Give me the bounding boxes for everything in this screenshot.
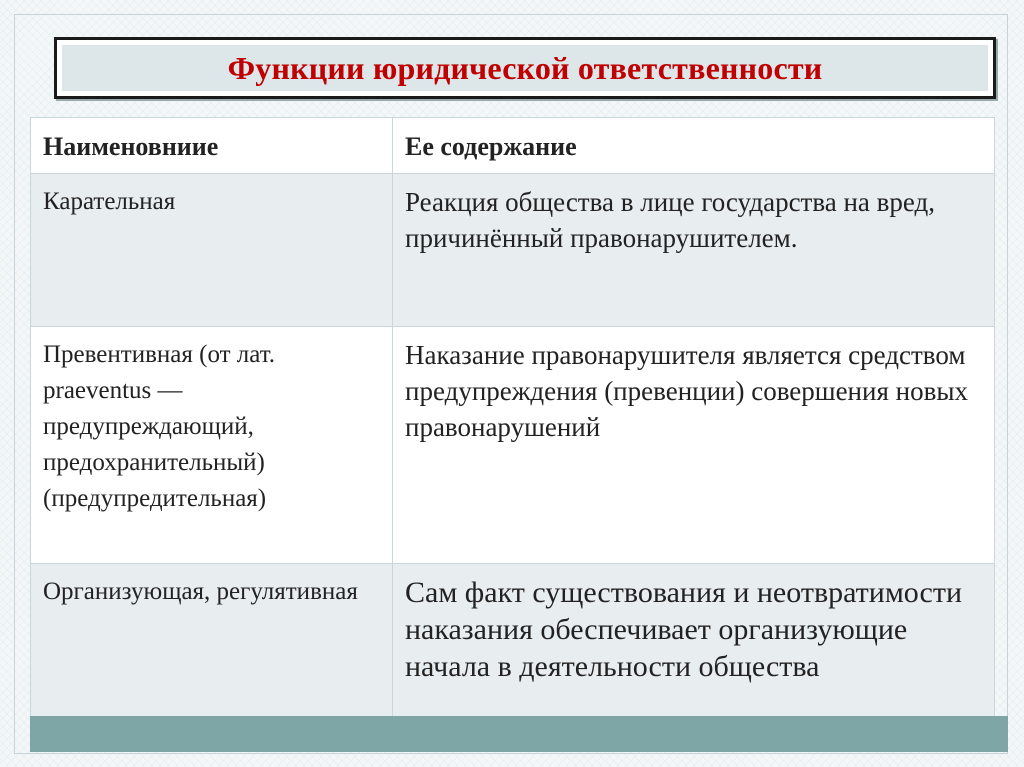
table-row (31, 327, 995, 564)
row-name: Карательная (31, 174, 393, 327)
row-name: Превентивная (от лат. praeventus — предупреждающий, предохранительный) (предупредительная) (31, 327, 393, 564)
row-content: Реакция общества в лице государства на вред, причинённый правонарушителем. (393, 174, 995, 327)
slide-title: Функции юридической ответственности (227, 49, 823, 86)
table-header-row (31, 118, 995, 174)
table-row (31, 174, 995, 327)
row-content: Сам факт существования и неотвратимости наказания обеспечивает организующие начала в деятельности общества (393, 564, 995, 741)
title-inner (62, 45, 988, 91)
row-name: Организующая, регулятивная (31, 564, 393, 741)
row-content: Наказание правонарушителя является средством предупреждения (превенции) совершения новых правонарушений (393, 327, 995, 564)
header-name: Наименовниие (31, 118, 393, 174)
title-box (54, 37, 996, 99)
table-row (31, 564, 995, 741)
footer-bar (30, 716, 1008, 752)
functions-table (30, 117, 995, 741)
header-content: Ее содержание (393, 118, 995, 174)
